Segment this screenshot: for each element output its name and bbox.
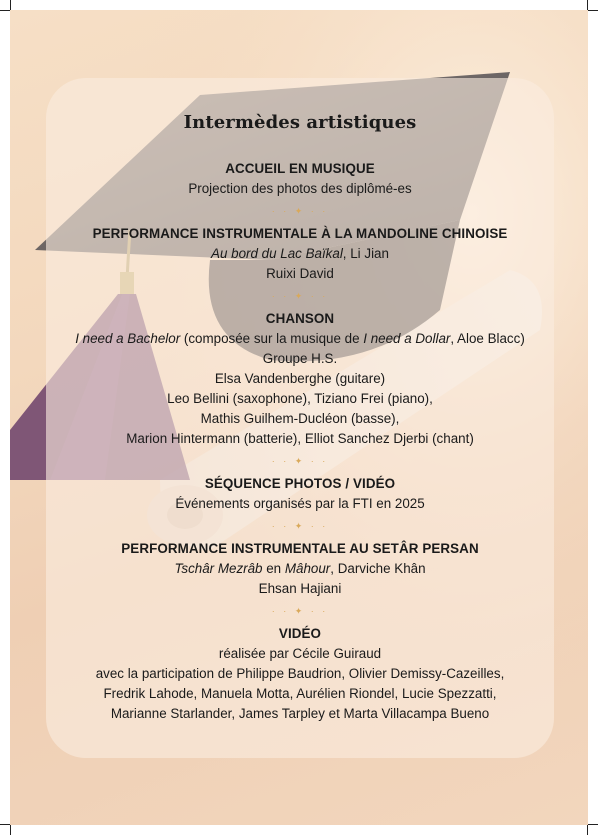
italic-title-text: I need a Dollar: [363, 331, 451, 346]
section-line: [46, 664, 554, 684]
section-line: [46, 704, 554, 724]
program-section: [46, 309, 554, 449]
line-text: , Li Jian: [342, 246, 389, 261]
section-line: [46, 369, 554, 389]
section-heading: PERFORMANCE INSTRUMENTALE AU SETÂR PERSAN: [121, 541, 479, 556]
ornament-separator: · · ✦ · ·: [271, 521, 329, 531]
line-text: avec la participation de Philippe Baudrion, Olivier Demissy-Cazeilles,: [95, 666, 505, 681]
crop-mark: [588, 10, 598, 11]
line-text: Projection des photos des diplômé-es: [188, 181, 412, 196]
line-text: Marion Hintermann (batterie), Elliot Sanchez Djerbi (chant): [126, 431, 474, 446]
line-text: Ruixi David: [266, 266, 334, 281]
section-line: [46, 684, 554, 704]
program-section: [46, 624, 554, 724]
section-line: [46, 494, 554, 514]
italic-title-text: Au bord du Lac Baïkal: [211, 246, 343, 261]
ornament-separator: · · ✦ · ·: [271, 206, 329, 216]
section-line: [46, 409, 554, 429]
ornament-separator: · · ✦ · ·: [271, 456, 329, 466]
crop-mark: [587, 825, 588, 835]
crop-mark: [10, 0, 11, 10]
section-heading: SÉQUENCE PHOTOS / VIDÉO: [204, 476, 396, 491]
line-text: Événements organisés par la FTI en 2025: [175, 496, 425, 511]
line-text: Leo Bellini (saxophone), Tiziano Frei (piano),: [167, 391, 433, 406]
section-heading: PERFORMANCE INSTRUMENTALE À LA MANDOLINE CHINOISE: [92, 226, 508, 241]
section-line: [46, 559, 554, 579]
crop-mark: [588, 824, 598, 825]
section-heading: VIDÉO: [278, 626, 322, 641]
italic-title-text: Tschâr Mezrâb: [174, 561, 263, 576]
line-text: Ehsan Hajiani: [258, 581, 342, 596]
program-content: [46, 78, 554, 724]
line-text: , Darviche Khân: [330, 561, 426, 576]
line-text: Mathis Guilhem-Ducléon (basse),: [200, 411, 400, 426]
section-line: [46, 389, 554, 409]
program-sections: [46, 159, 554, 724]
section-line: [46, 644, 554, 664]
line-text: Elsa Vandenberghe (guitare): [214, 371, 386, 386]
line-text: (composée sur la musique de: [180, 331, 364, 346]
program-section: [46, 159, 554, 199]
ornament-separator: · · ✦ · ·: [271, 291, 329, 301]
section-heading: ACCUEIL EN MUSIQUE: [225, 161, 375, 176]
section-line: [46, 429, 554, 449]
crop-mark: [587, 0, 588, 10]
ornament-separator: · · ✦ · ·: [271, 606, 329, 616]
line-text: Groupe H.S.: [262, 351, 338, 366]
section-line: [46, 579, 554, 599]
line-text: , Aloe Blacc): [450, 331, 525, 346]
program-section: [46, 474, 554, 514]
section-line: [46, 264, 554, 284]
section-line: [46, 179, 554, 199]
crop-mark: [0, 10, 10, 11]
program-section: [46, 224, 554, 284]
section-line: [46, 329, 554, 349]
line-text: en: [262, 561, 285, 576]
italic-title-text: I need a Bachelor: [75, 331, 181, 346]
program-section: [46, 539, 554, 599]
line-text: Marianne Starlander, James Tarpley et Marta Villacampa Bueno: [110, 706, 490, 721]
line-text: réalisée par Cécile Guiraud: [218, 646, 382, 661]
line-text: Fredrik Lahode, Manuela Motta, Aurélien Riondel, Lucie Spezzatti,: [103, 686, 497, 701]
page-title: Intermèdes artistiques: [183, 112, 417, 133]
crop-mark: [0, 824, 10, 825]
section-line: [46, 349, 554, 369]
crop-mark: [10, 825, 11, 835]
italic-title-text: Mâhour: [284, 561, 331, 576]
section-line: [46, 244, 554, 264]
section-heading: CHANSON: [265, 311, 335, 326]
